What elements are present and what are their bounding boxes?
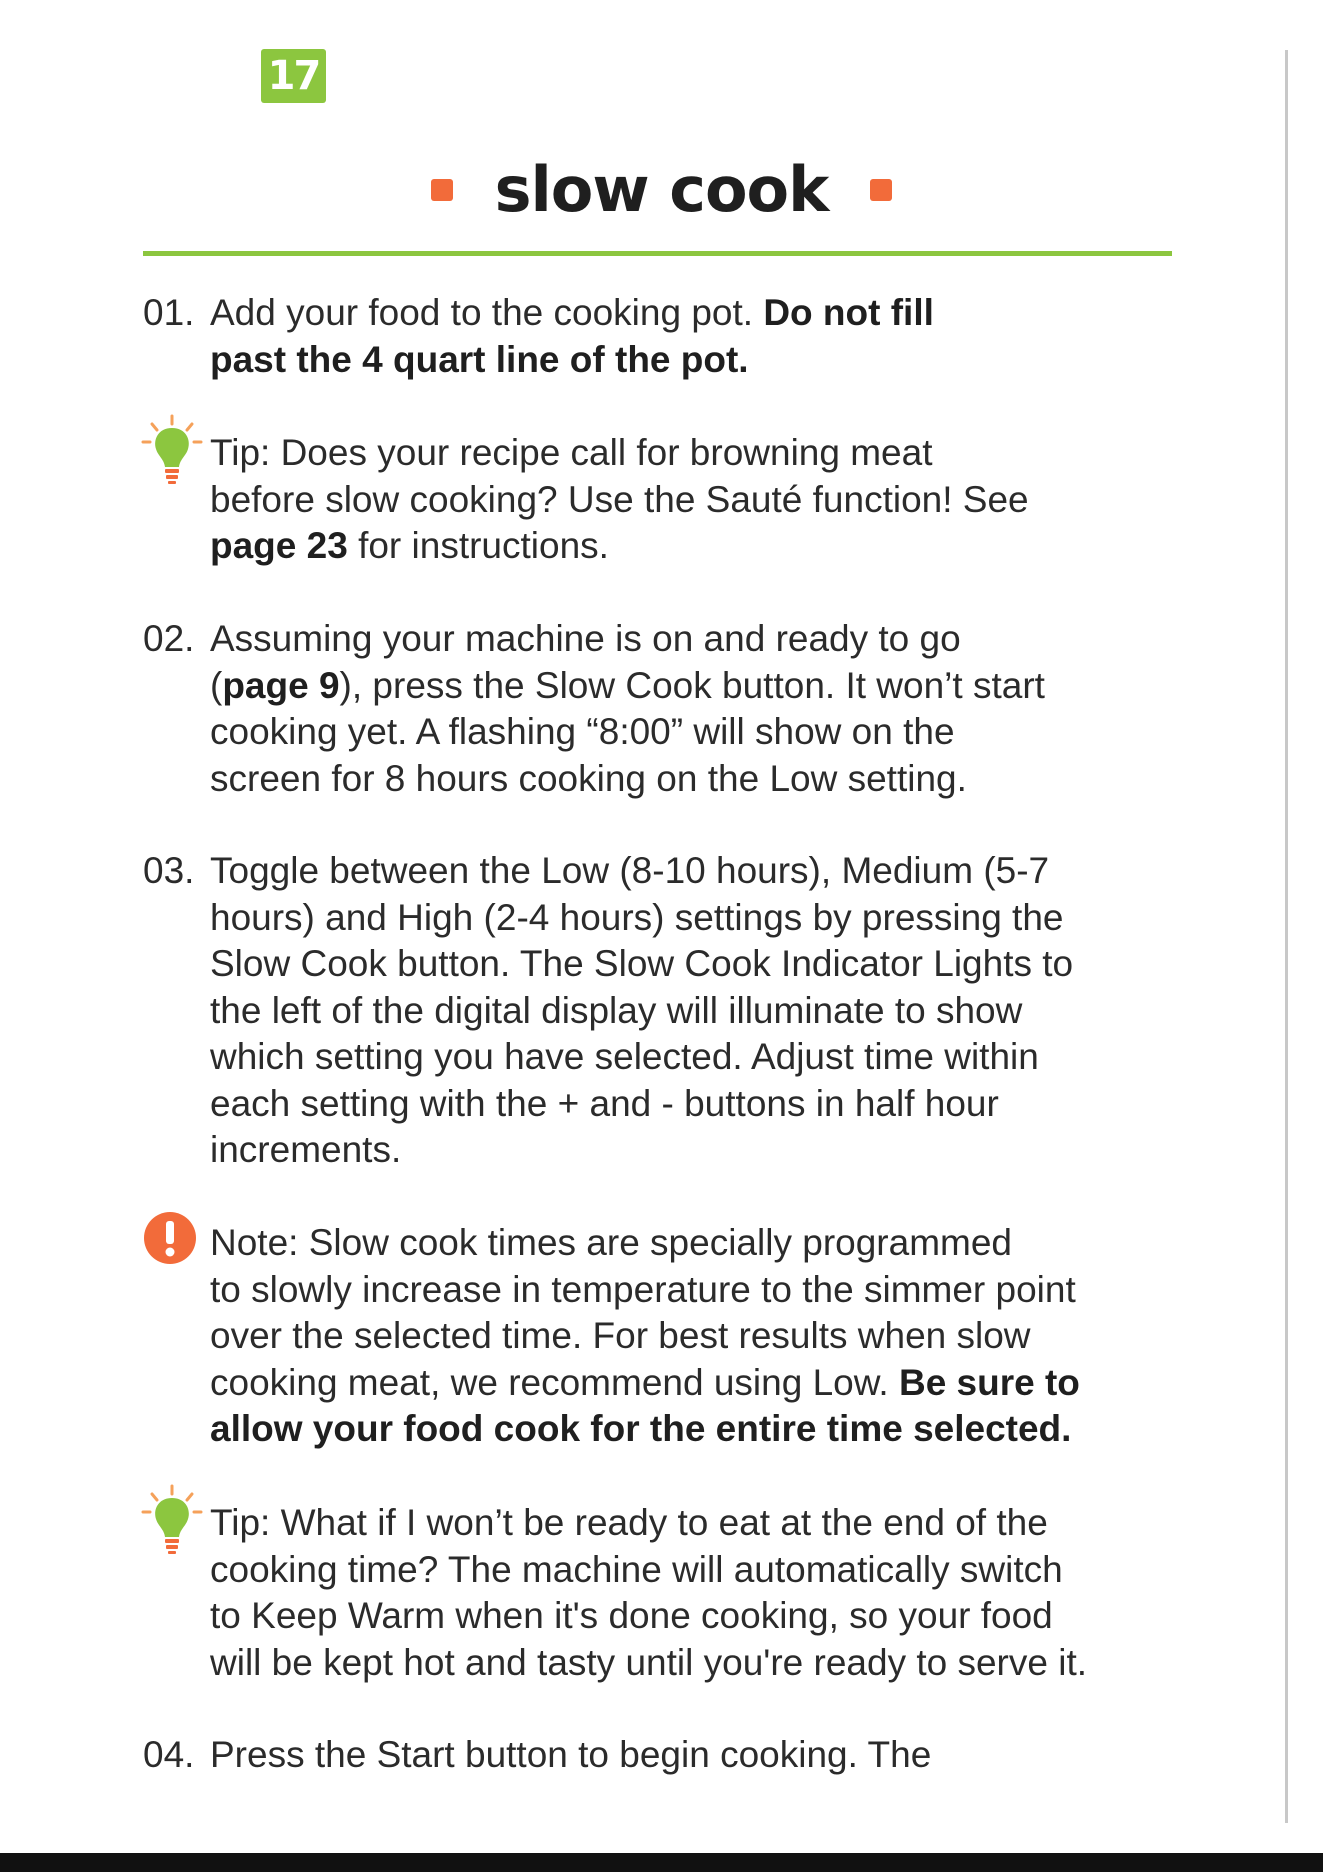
step-02 [143, 616, 1210, 802]
step-line: hours) and High (2-4 hours) settings by pressing the [210, 896, 1064, 938]
orange-square-right-icon [870, 179, 892, 201]
note-line [210, 1360, 1210, 1407]
tip-line: cooking time? The machine will automatically switch [210, 1548, 1063, 1590]
step-number: 03. [143, 850, 195, 891]
step-line: Press the Start button to begin cooking. The [210, 1734, 932, 1775]
step-03 [143, 848, 1210, 1174]
step-line: cooking yet. A flashing “8:00” will show on the [210, 711, 955, 752]
step-number: 02. [143, 618, 195, 659]
note [210, 1220, 1210, 1453]
page-reference: page 9 [222, 664, 340, 706]
title-underline [143, 251, 1172, 256]
page-number-badge: 17 [261, 49, 326, 103]
tip-line [210, 523, 1210, 570]
step-line [210, 290, 1210, 337]
tip-line: Tip: What if I won’t be ready to eat at the end of the [210, 1502, 1048, 1543]
lightbulb-icon [140, 414, 204, 502]
tip-text: for instructions. [347, 525, 609, 566]
orange-square-left-icon [431, 179, 453, 201]
right-margin-rule [1285, 50, 1288, 1823]
tip-line: before slow cooking? Use the Sauté function! See [210, 478, 1029, 520]
bottom-edge-bar [0, 1853, 1323, 1872]
step-text: ( [210, 664, 223, 706]
note-line [210, 1406, 1210, 1453]
step-text: ), press the Slow Cook button. It won’t start [339, 664, 1045, 706]
tip-1 [210, 430, 1210, 570]
note-line: over the selected time. For best results when slow [210, 1315, 1031, 1356]
step-warning: past the 4 quart line of the pot. [210, 338, 749, 380]
step-line: Assuming your machine is on and ready to go [210, 618, 961, 659]
step-line [210, 663, 1210, 710]
step-line: which setting you have selected. Adjust time within [210, 1036, 1039, 1077]
step-line: Toggle between the Low (8-10 hours), Medium (5-7 [210, 850, 1050, 891]
step-01 [143, 290, 1210, 383]
step-line: increments. [210, 1129, 402, 1170]
step-line: Slow Cook button. The Slow Cook Indicator Lights to [210, 943, 1074, 984]
exclamation-icon [142, 1210, 198, 1278]
note-warning: allow your food cook for the entire time selected. [210, 1408, 1072, 1449]
step-04 [143, 1732, 1210, 1779]
step-line [210, 337, 1210, 384]
step-line: screen for 8 hours cooking on the Low setting. [210, 757, 967, 799]
tip-2 [210, 1500, 1210, 1686]
lightbulb-icon [140, 1484, 204, 1572]
tip-line: Tip: Does your recipe call for browning meat [210, 432, 933, 473]
title-row [0, 150, 1323, 230]
tip-line: will be kept hot and tasty until you're ready to serve it. [210, 1641, 1088, 1683]
page-reference: page 23 [210, 525, 348, 566]
note-line: to slowly increase in temperature to the simmer point [210, 1268, 1076, 1310]
page-title: slow cook [494, 153, 829, 226]
step-text: Add your food to the cooking pot. [210, 292, 764, 333]
step-line: each setting with the + and - buttons in half hour [210, 1082, 999, 1124]
tip-line: to Keep Warm when it's done cooking, so your food [210, 1595, 1053, 1636]
note-line: Note: Slow cook times are specially programmed [210, 1222, 1012, 1263]
step-number: 04. [143, 1734, 195, 1775]
note-warning: Be sure to [898, 1361, 1080, 1403]
note-text: cooking meat, we recommend using Low. [210, 1361, 899, 1403]
step-line: the left of the digital display will illuminate to show [210, 989, 1023, 1031]
step-warning: Do not fill [763, 292, 934, 333]
step-number: 01. [143, 292, 195, 333]
